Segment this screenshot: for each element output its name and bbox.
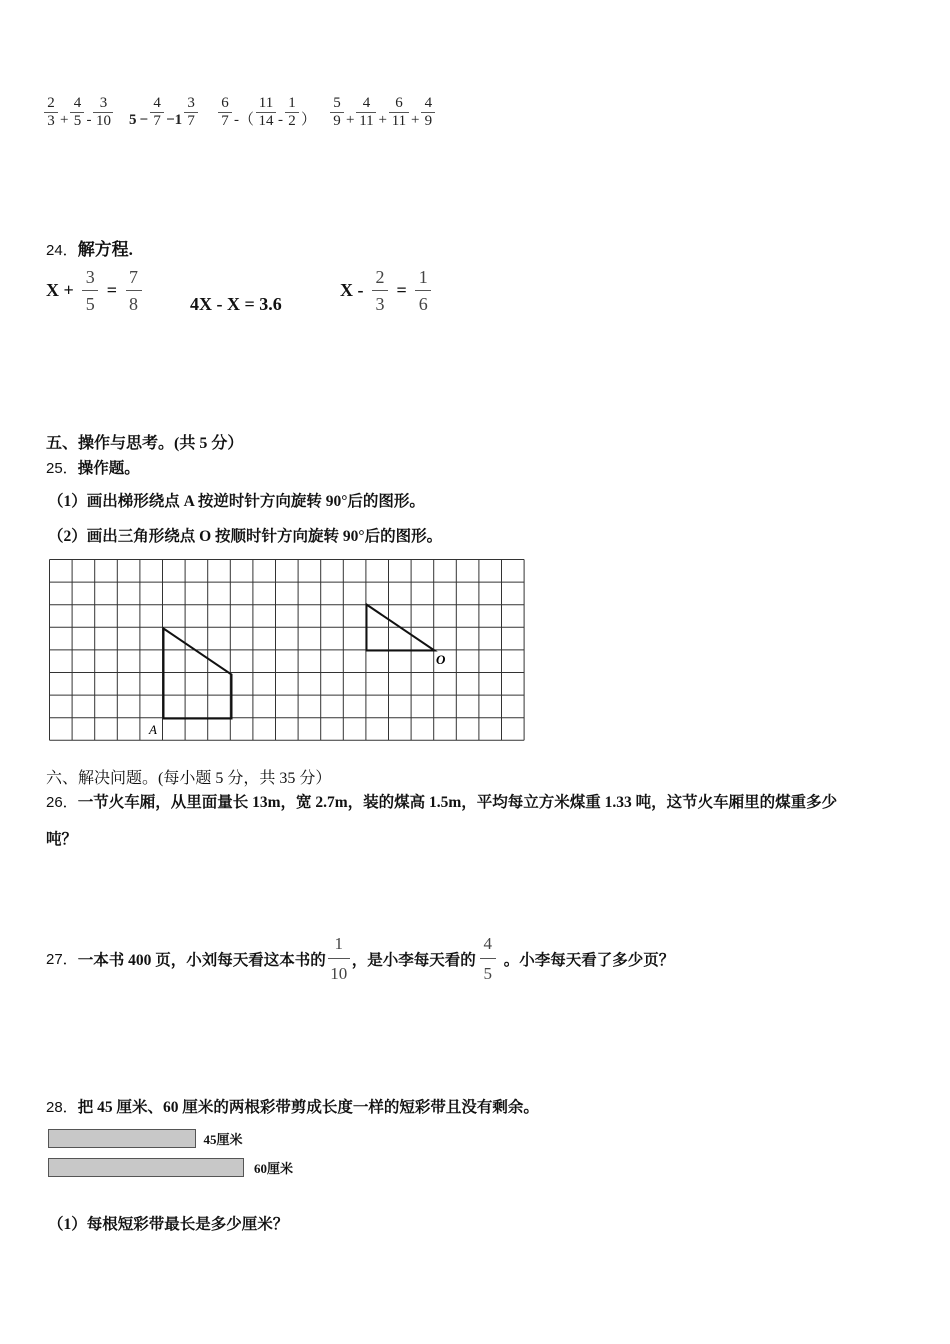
eq3-frac1-num: 2 — [375, 267, 385, 287]
fraction-numerator: 4 — [424, 95, 433, 111]
q28-number: 28． — [46, 1099, 78, 1116]
eq1-frac2-den: 8 — [129, 294, 139, 314]
q26-line1 — [46, 790, 837, 812]
ribbon-60cm — [48, 1158, 244, 1177]
fraction-numerator: 2 — [47, 95, 55, 111]
fraction-numerator: 4 — [362, 95, 371, 111]
operator: + — [60, 112, 69, 128]
eq3-frac1-den: 3 — [375, 294, 385, 314]
fraction — [44, 96, 58, 129]
q25-number: 25． — [46, 460, 78, 477]
q27-number: 27． — [46, 951, 78, 968]
fraction-numerator: 3 — [187, 95, 195, 111]
q25-sub2: （2）画出三角形绕点 O 按顺时针方向旋转 90°后的图形。 — [48, 528, 443, 545]
q24-title: 解方程. — [77, 240, 133, 259]
fraction — [389, 96, 409, 129]
fraction-denominator: 2 — [288, 113, 296, 129]
equation-2 — [190, 294, 282, 315]
ribbon-45cm — [48, 1129, 196, 1148]
fraction-denominator: 9 — [333, 113, 341, 129]
grid-figure — [46, 556, 528, 746]
eq3-lhs: X - — [340, 280, 368, 300]
eq3-frac1 — [372, 268, 388, 313]
q24-heading — [46, 235, 133, 260]
eq3-frac2 — [415, 268, 431, 313]
q27-frac2-num: 4 — [483, 934, 492, 953]
eq1-frac2-num: 7 — [129, 267, 139, 287]
operator: -（ — [234, 112, 254, 128]
fraction — [184, 96, 198, 129]
fraction-numerator: 11 — [258, 95, 274, 111]
point-o-label: O — [436, 652, 446, 667]
eq1-frac1-den: 5 — [85, 294, 95, 314]
fraction-denominator: 11 — [391, 113, 407, 129]
fraction-denominator: 7 — [187, 113, 195, 129]
q28-line — [46, 1095, 539, 1117]
expression-2 — [128, 96, 198, 129]
q26-line2: 吨？ — [46, 831, 78, 848]
eq3-frac2-num: 1 — [418, 267, 428, 287]
ribbon-60cm-label: 60厘米 — [254, 1161, 294, 1176]
operator: + — [346, 112, 355, 128]
eq3-frac2-den: 6 — [418, 294, 428, 314]
q27-part2: ，是小李每天看的 — [351, 951, 476, 969]
operator: + — [410, 112, 420, 128]
fraction — [285, 96, 299, 129]
fraction — [150, 96, 164, 129]
eq3-equals: = — [392, 280, 412, 300]
eq1-frac1 — [82, 268, 98, 313]
q27-part3: 。小李每天看了多少页？ — [503, 951, 675, 969]
section5-title: 五、操作与思考。(共 5 分） — [46, 435, 244, 452]
q27-frac1 — [328, 935, 350, 982]
trapezoid — [164, 629, 232, 719]
eq1-frac1-num: 3 — [85, 267, 95, 287]
fraction — [256, 96, 276, 129]
fraction-numerator: 6 — [395, 95, 403, 111]
operator: + — [378, 112, 387, 128]
q28-sub1: （1）每根短彩带最长是多少厘米？ — [48, 1216, 289, 1233]
q25-title: 操作题。 — [77, 460, 140, 477]
fraction-numerator: 3 — [99, 95, 108, 111]
eq2-text: 4X - X = 3.6 — [190, 294, 282, 314]
operator: 5 — [129, 112, 137, 128]
expression-4 — [330, 96, 435, 129]
fraction-denominator: 10 — [95, 113, 111, 129]
fraction — [356, 96, 376, 129]
q27-frac2-den: 5 — [483, 964, 492, 983]
grid-lines — [50, 560, 525, 741]
operator: −1 — [166, 112, 183, 128]
fraction — [218, 96, 232, 129]
fraction-denominator: 7 — [221, 113, 229, 129]
fraction — [93, 96, 113, 129]
q26-number: 26． — [46, 794, 78, 811]
q24-number: 24． — [46, 242, 78, 259]
expression-3 — [218, 96, 317, 129]
q28-text: 把 45 厘米、60 厘米的两根彩带剪成长度一样的短彩带且没有剩余。 — [77, 1099, 539, 1116]
fraction-denominator: 14 — [258, 113, 274, 129]
q26-text: 一节火车厢，从里面量长 13m，宽 2.7m，装的煤高 1.5m，平均每立方米煤重 1.33 吨，这节火车厢里的煤重多少 — [77, 794, 838, 811]
operator: - — [86, 112, 92, 128]
operator: − — [139, 112, 149, 128]
fraction-numerator: 6 — [221, 95, 229, 111]
fraction-denominator: 9 — [424, 113, 433, 129]
fraction-numerator: 5 — [333, 95, 341, 111]
fraction-denominator: 11 — [359, 113, 374, 129]
q27-frac2 — [480, 935, 496, 982]
q25-heading — [46, 456, 140, 478]
ribbon-45cm-label: 45厘米 — [203, 1132, 243, 1147]
q27-line — [46, 935, 674, 982]
fraction-numerator: 4 — [153, 95, 161, 111]
operator: ） — [301, 112, 317, 128]
q27-frac1-den: 10 — [330, 964, 348, 983]
point-a-label: A — [149, 722, 157, 737]
fraction-numerator: 1 — [288, 95, 296, 111]
fraction — [330, 96, 344, 129]
expression-1 — [44, 96, 113, 129]
fraction-denominator: 3 — [47, 113, 55, 129]
q25-sub1: （1）画出梯形绕点 A 按逆时针方向旋转 90°后的图形。 — [48, 493, 425, 510]
fraction — [70, 96, 84, 129]
fraction-numerator: 4 — [73, 95, 82, 111]
q27-frac1-num: 1 — [334, 934, 343, 953]
eq1-equals: = — [102, 280, 122, 300]
fraction-denominator: 7 — [153, 113, 161, 129]
fraction-denominator: 5 — [73, 113, 82, 129]
section6-title: 六、解决问题。(每小题 5 分，共 35 分） — [46, 770, 332, 787]
eq1-frac2 — [126, 268, 142, 313]
equation-3 — [340, 268, 435, 313]
equation-1 — [46, 268, 146, 313]
operator: - — [278, 112, 283, 128]
eq1-lhs: X + — [46, 280, 79, 300]
q27-part1: 一本书 400 页，小刘每天看这本书的 — [77, 951, 326, 969]
fraction — [421, 96, 435, 129]
